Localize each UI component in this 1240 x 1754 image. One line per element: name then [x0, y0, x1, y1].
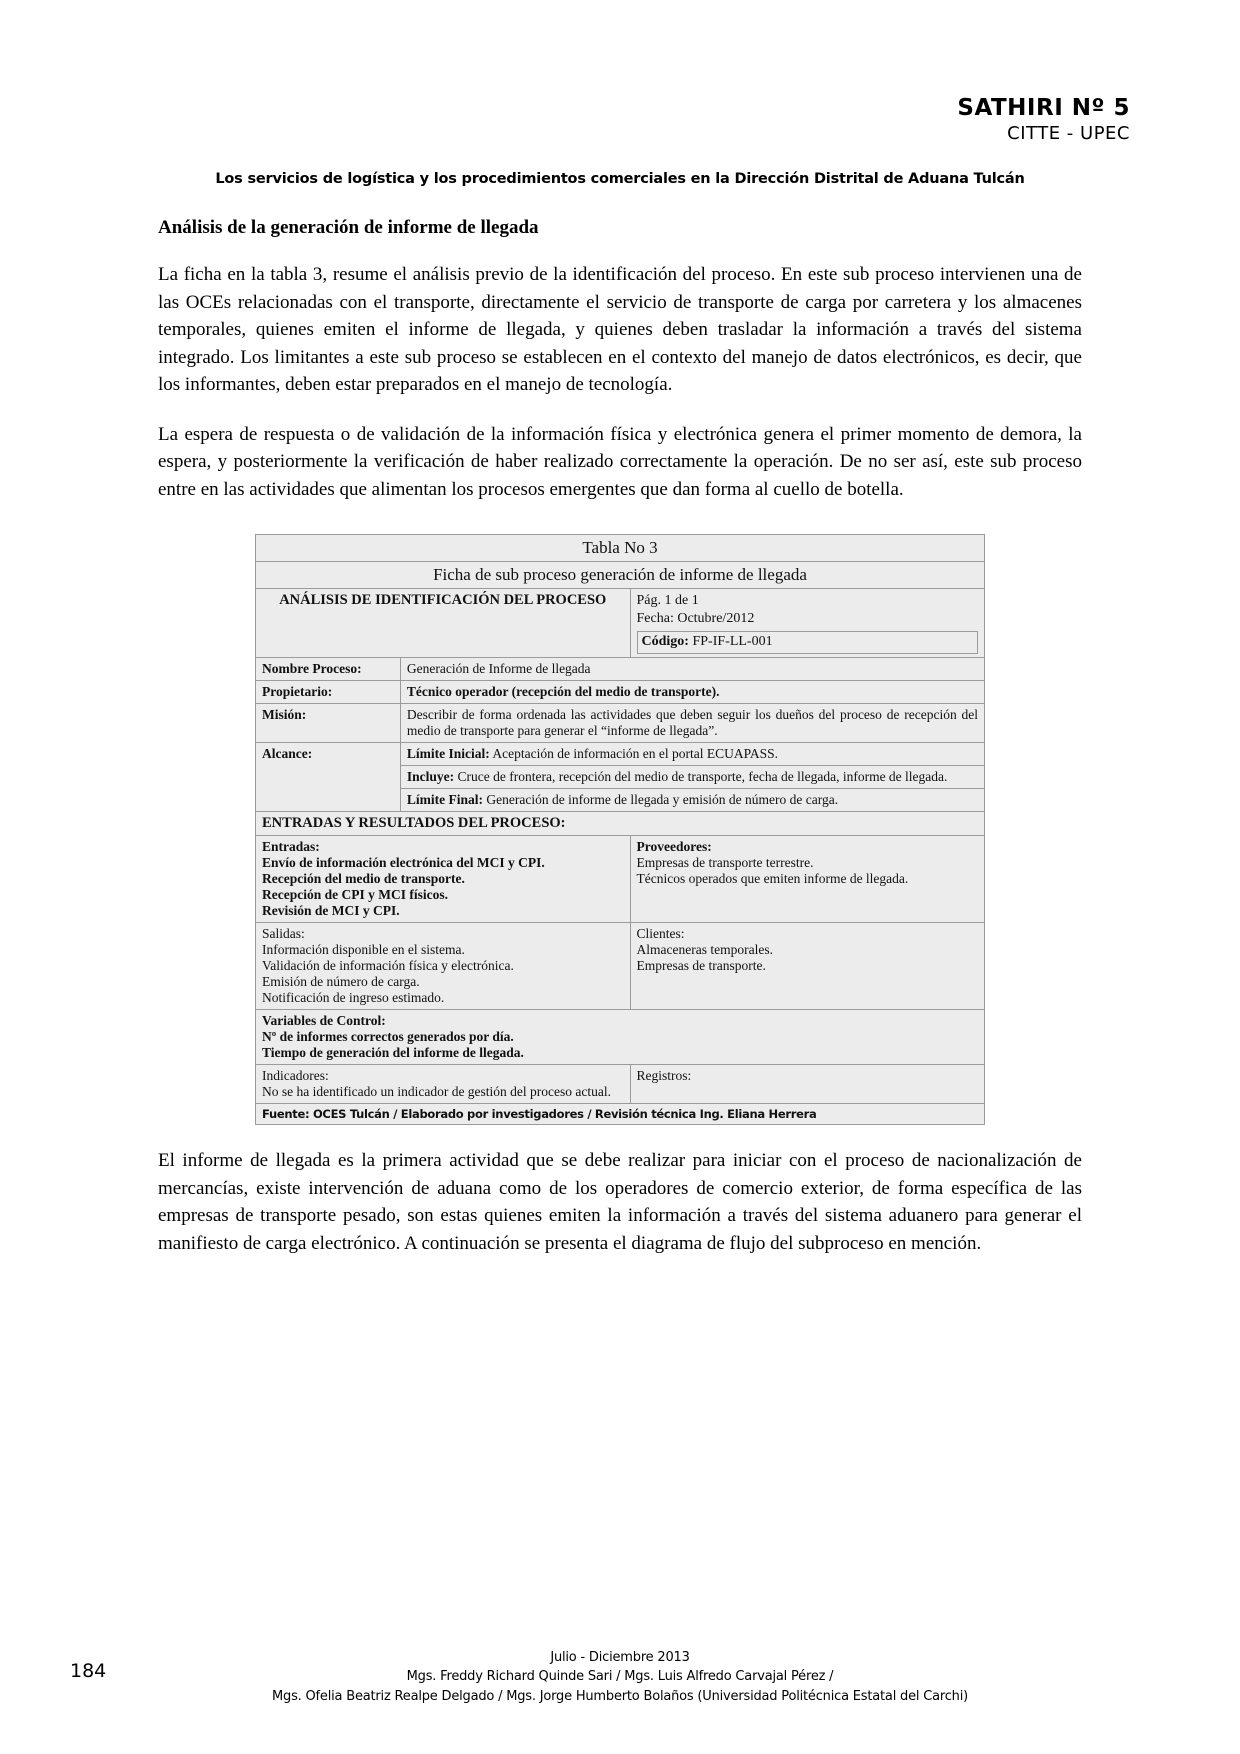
salidas-cell	[256, 923, 631, 1010]
table-row	[256, 704, 985, 743]
table-row	[256, 1010, 985, 1065]
table-title: Tabla No 3	[256, 534, 985, 561]
page-header	[110, 95, 1130, 145]
page-info: Pág. 1 de 1	[636, 592, 699, 608]
entradas-label: Entradas:	[262, 839, 320, 855]
registros-label: Registros:	[636, 1068, 692, 1084]
list-item: Técnicos operados que emiten informe de llegada.	[636, 871, 909, 887]
indicadores-value: No se ha identificado un indicador de gestión del proceso actual.	[262, 1084, 612, 1100]
table-row	[256, 836, 985, 923]
registros-cell	[630, 1065, 984, 1104]
identification-header: ANÁLISIS DE IDENTIFICACIÓN DEL PROCESO	[256, 588, 631, 658]
limite-inicial-value: Aceptación de información en el portal ECUAPASS.	[492, 746, 778, 762]
table-subtitle: Ficha de sub proceso generación de informe de llegada	[256, 561, 985, 588]
table-row	[256, 743, 985, 766]
propietario-label: Propietario:	[256, 681, 401, 704]
variables-cell	[256, 1010, 985, 1065]
list-item: Empresas de transporte terrestre.	[636, 855, 814, 871]
list-item: Emisión de número de carga.	[262, 974, 420, 990]
table-row	[256, 923, 985, 1010]
institution-name: CITTE - UPEC	[1007, 123, 1130, 145]
mision-value: Describir de forma ordenada las actividades que deben seguir los dueños del proceso de recepción del medio de transporte para generar el “informe de llegada”.	[400, 704, 984, 743]
propietario-value: Técnico operador (recepción del medio de transporte).	[400, 681, 984, 704]
limite-inicial-cell	[400, 743, 984, 766]
table-row	[256, 588, 985, 658]
proveedores-label: Proveedores:	[636, 839, 712, 855]
variables-label: Variables de Control:	[262, 1013, 386, 1029]
section-heading: Análisis de la generación de informe de llegada	[158, 217, 539, 239]
list-item: Revisión de MCI y CPI.	[262, 903, 400, 919]
paragraph-3: El informe de llegada es la primera actividad que se debe realizar para iniciar con el proceso de nacionalización de mercancías, existe intervención de aduana como de los operadores de comercio exterior, de forma específica de las empresas de transporte pesado, son estas quienes emiten la información a través del sistema aduanero para generar el manifiesto de carga electrónico. A continuación se presenta el diagrama de flujo del subproceso en mención.	[158, 1150, 1082, 1254]
table-row	[256, 658, 985, 681]
list-item: Recepción del medio de transporte.	[262, 871, 465, 887]
limite-final-label: Límite Final:	[406, 792, 484, 808]
paragraph-2: La espera de respuesta o de validación de la información física y electrónica genera el primer momento de demora, la espera, y posteriormente la verificación de haber realizado correctamente la operación. De no ser así, este sub proceso entre en las actividades que alimentan los procesos emergentes que dan forma al cuello de botella.	[158, 423, 1082, 500]
indicadores-cell	[256, 1065, 631, 1104]
table-row	[256, 681, 985, 704]
document-meta	[630, 588, 984, 658]
code-value: FP-IF-LL-001	[692, 634, 773, 650]
table-row	[256, 534, 985, 561]
list-item: Notificación de ingreso estimado.	[262, 990, 445, 1006]
salidas-label: Salidas:	[262, 926, 305, 942]
mision-label: Misión:	[256, 704, 401, 743]
limite-inicial-label: Límite Inicial:	[406, 746, 490, 762]
entradas-cell	[256, 836, 631, 923]
incluye-label: Incluye:	[406, 769, 455, 785]
limite-final-cell	[400, 789, 984, 812]
ficha-table-container	[255, 534, 985, 1126]
clientes-label: Clientes:	[636, 926, 685, 942]
date-info: Fecha: Octubre/2012	[636, 611, 755, 627]
table-source: Fuente: OCES Tulcán / Elaborado por investigadores / Revisión técnica Ing. Eliana Herrera	[256, 1104, 985, 1125]
table-row	[256, 1065, 985, 1104]
list-item: Validación de información física y electrónica.	[262, 958, 514, 974]
nombre-proceso-label: Nombre Proceso:	[256, 658, 401, 681]
page-number: 184	[70, 1660, 107, 1682]
table-row	[256, 561, 985, 588]
list-item: Empresas de transporte.	[636, 958, 766, 974]
page-footer	[110, 1648, 1130, 1707]
list-item: Tiempo de generación del informe de llegada.	[262, 1045, 524, 1061]
footer-authors-2: Mgs. Ofelia Beatriz Realpe Delgado / Mgs. Jorge Humberto Bolaños (Universidad Politécnica Estatal del Carchi)	[272, 1688, 968, 1704]
footer-authors-1: Mgs. Freddy Richard Quinde Sari / Mgs. Luis Alfredo Carvajal Pérez /	[406, 1669, 834, 1684]
nombre-proceso-value: Generación de Informe de llegada	[400, 658, 984, 681]
indicadores-label: Indicadores:	[262, 1068, 329, 1084]
journal-title: SATHIRI Nº 5	[957, 95, 1130, 121]
clientes-cell	[630, 923, 984, 1010]
list-item: Envío de información electrónica del MCI y CPI.	[262, 855, 545, 871]
list-item: Nº de informes correctos generados por día.	[262, 1029, 514, 1045]
list-item: Almaceneras temporales.	[636, 942, 773, 958]
paragraph-1: La ficha en la tabla 3, resume el análisis previo de la identificación del proceso. En este sub proceso intervienen una de las OCEs relacionadas con el transporte, directamente el servicio de transporte de carga por carretera y los almacenes temporales, quienes emiten el informe de llegada, y quienes deben trasladar la información a través del sistema integrado. Los limitantes a este sub proceso se establecen en el contexto del manejo de datos electrónicos, es decir, que los informantes, deben estar preparados en el manejo de tecnología.	[158, 264, 1082, 396]
proveedores-cell	[630, 836, 984, 923]
article-title: Los servicios de logística y los procedimientos comerciales en la Dirección Distrital de Aduana Tulcán	[215, 171, 1025, 188]
ficha-table	[255, 534, 985, 1126]
incluye-value: Cruce de frontera, recepción del medio de transporte, fecha de llegada, informe de llegada.	[457, 769, 948, 785]
list-item: Información disponible en el sistema.	[262, 942, 465, 958]
entradas-resultados-header: ENTRADAS Y RESULTADOS DEL PROCESO:	[256, 812, 985, 836]
table-row	[256, 812, 985, 836]
code-box	[637, 631, 978, 654]
table-row	[256, 1104, 985, 1125]
alcance-label: Alcance:	[256, 743, 401, 812]
code-label: Código:	[641, 634, 689, 650]
list-item: Recepción de CPI y MCI físicos.	[262, 887, 448, 903]
footer-date: Julio - Diciembre 2013	[550, 1649, 690, 1665]
incluye-cell	[400, 766, 984, 789]
limite-final-value: Generación de informe de llegada y emisión de número de carga.	[486, 792, 839, 808]
